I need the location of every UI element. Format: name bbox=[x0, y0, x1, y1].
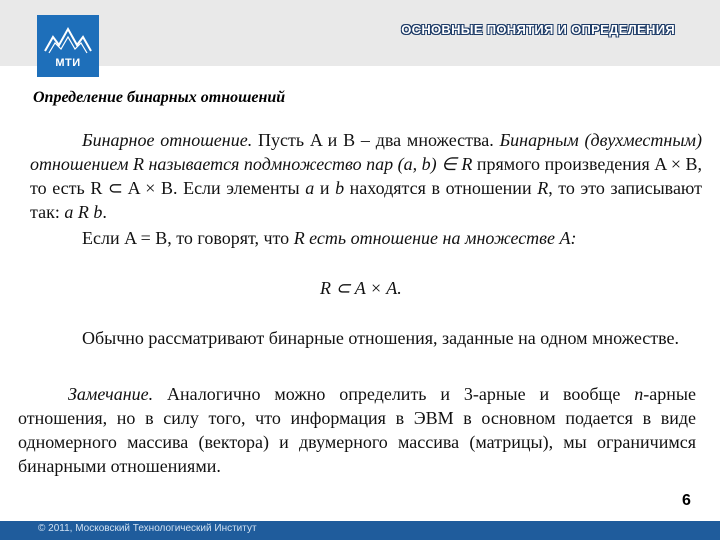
var-a: a bbox=[305, 178, 315, 198]
text-run: Если A = B, то говорят, что bbox=[82, 228, 294, 248]
page-number: 6 bbox=[682, 492, 691, 509]
logo bbox=[37, 15, 99, 77]
text-run: , то это записывают так: bbox=[30, 178, 703, 222]
remark-paragraph bbox=[18, 382, 696, 478]
page-title: ОСНОВНЫЕ ПОНЯТИЯ И ОПРЕДЕЛЕНИЯ bbox=[401, 22, 675, 37]
text-run: . bbox=[102, 202, 107, 222]
text-run: -арные отношения, но в силу того, что информация в ЭВМ в основном подается в виде одномерного массива (вектора) и двумерного массива (матрицы), мы ограничимся бинарными отношениями. bbox=[18, 384, 696, 476]
logo-text: МТИ bbox=[55, 57, 81, 69]
var-r: R bbox=[537, 178, 549, 198]
text-run: Пусть A и B – два множества. bbox=[258, 130, 500, 150]
formula: R ⊂ A × A. bbox=[320, 278, 402, 298]
term-binary-relation: Бинарное отношение. bbox=[82, 130, 258, 150]
text-run: прямого произведения A × B, то есть R ⊂ A × B. Если элементы bbox=[30, 154, 702, 198]
text-run: Обычно рассматривают бинарные отношения, заданные на одном множестве. bbox=[82, 328, 680, 348]
relation-on-set-paragraph bbox=[30, 226, 702, 250]
notation-arb: a R b bbox=[64, 202, 103, 222]
var-b: b bbox=[335, 178, 345, 198]
var-n: n bbox=[634, 384, 644, 404]
footer-copyright: © 2011, Московский Технологический Институт bbox=[38, 523, 257, 534]
definition-text: Бинарным (двухместным) отношением R называется подмножество пар (a, b) ∈ R bbox=[30, 130, 703, 174]
relation-on-set-text: R есть отношение на множестве A: bbox=[293, 228, 577, 248]
usual-paragraph bbox=[30, 326, 702, 350]
text-run: находятся в отношении bbox=[344, 178, 538, 198]
section-subtitle: Определение бинарных отношений bbox=[33, 89, 286, 106]
text-run: и bbox=[314, 178, 336, 198]
text-run: Аналогично можно определить и 3-арные и вообще bbox=[167, 384, 635, 404]
footer-bar bbox=[0, 521, 720, 540]
definition-paragraph bbox=[30, 128, 702, 224]
mountain-logo-icon bbox=[43, 25, 93, 55]
remark-label: Замечание. bbox=[68, 384, 168, 404]
